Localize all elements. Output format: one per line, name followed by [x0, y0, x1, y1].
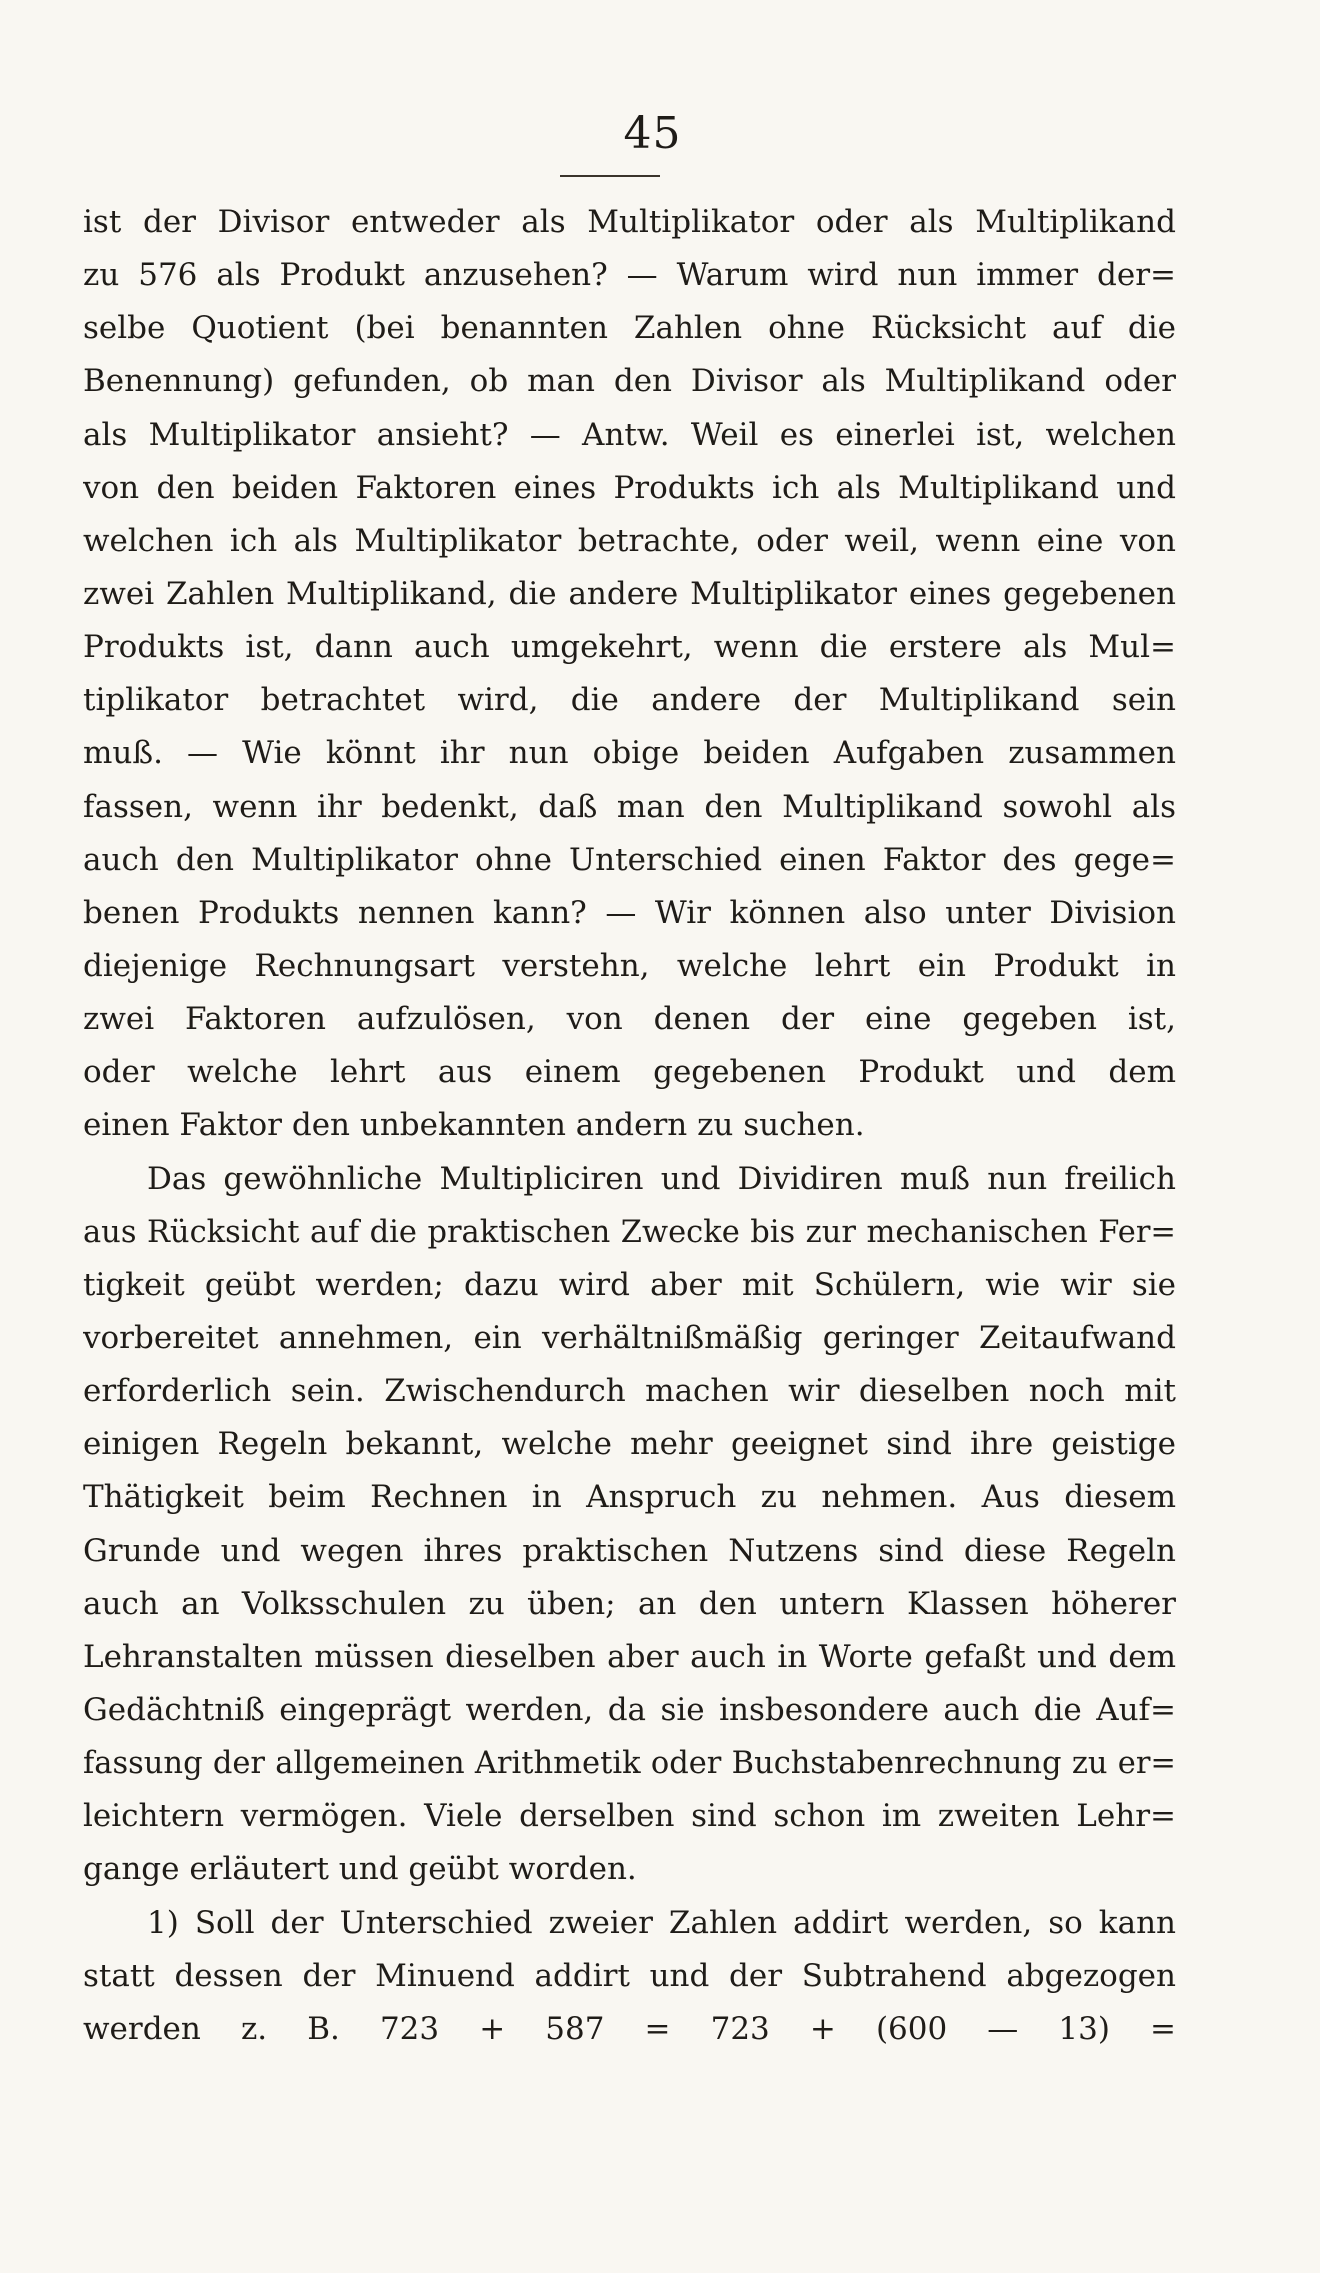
text-line: tigkeit geübt werden; dazu wird aber mit Schülern, wie wir sie	[83, 1266, 1176, 1303]
text-line: Benennung) gefunden, ob man den Divisor als Multiplikand oder	[83, 363, 1176, 400]
text-line: Gedächtniß eingeprägt werden, da sie insbesondere auch die Auf=	[83, 1691, 1176, 1728]
header-rule	[560, 175, 660, 177]
text-line: selbe Quotient (bei benannten Zahlen ohne Rücksicht auf die	[83, 310, 1176, 347]
text-line: auch den Multiplikator ohne Unterschied einen Faktor des gege=	[83, 841, 1176, 878]
text-line: ist der Divisor entweder als Multiplikator oder als Multiplikand	[83, 204, 1176, 240]
text-line: fassen, wenn ihr bedenkt, daß man den Multiplikand sowohl als	[83, 788, 1176, 825]
text-line: leichtern vermögen. Viele derselben sind schon im zweiten Lehr=	[83, 1798, 1176, 1835]
text-line: diejenige Rechnungsart verstehn, welche lehrt ein Produkt in	[83, 947, 1176, 984]
text-line: welchen ich als Multiplikator betrachte, oder weil, wenn eine von	[83, 522, 1176, 559]
text-line: gange erläutert und geübt worden.	[83, 1851, 637, 1888]
text-line: tiplikator betrachtet wird, die andere der Multiplikand sein	[83, 682, 1176, 719]
text-line: Produkts ist, dann auch umgekehrt, wenn die erstere als Mul=	[83, 629, 1176, 666]
text-line: Das gewöhnliche Multipliciren und Dividiren muß nun freilich	[147, 1160, 1176, 1197]
text-line: oder welche lehrt aus einem gegebenen Produkt und dem	[83, 1054, 1176, 1091]
body-text	[83, 196, 1176, 2056]
text-line: Grunde und wegen ihres praktischen Nutzens sind diese Regeln	[83, 1532, 1176, 1569]
text-line: werden z. B. 723 + 587 = 723 + (600 — 13) =	[83, 2010, 1176, 2047]
text-line: Thätigkeit beim Rechnen in Anspruch zu nehmen. Aus diesem	[83, 1479, 1176, 1516]
text-line: zwei Faktoren aufzulösen, von denen der eine gegeben ist,	[83, 1001, 1176, 1038]
text-line: auch an Volksschulen zu üben; an den untern Klassen höherer	[83, 1585, 1176, 1622]
text-line: als Multiplikator ansieht? — Antw. Weil es einerlei ist, welchen	[83, 416, 1176, 453]
text-line: aus Rücksicht auf die praktischen Zwecke bis zur mechanischen Fer=	[83, 1214, 1176, 1250]
text-line: benen Produkts nennen kann? — Wir können also unter Division	[83, 894, 1176, 931]
text-line: vorbereitet annehmen, ein verhältnißmäßig geringer Zeitaufwand	[83, 1319, 1176, 1356]
text-line: Lehranstalten müssen dieselben aber auch in Worte gefaßt und dem	[83, 1638, 1176, 1675]
text-line: statt dessen der Minuend addirt und der Subtrahend abgezogen	[83, 1957, 1176, 1994]
text-line: einigen Regeln bekannt, welche mehr geeignet sind ihre geistige	[83, 1426, 1176, 1463]
text-line: fassung der allgemeinen Arithmetik oder Buchstabenrechnung zu er=	[83, 1746, 1176, 1782]
text-line: zwei Zahlen Multiplikand, die andere Multiplikator eines gegebenen	[83, 575, 1176, 612]
text-line: zu 576 als Produkt anzusehen? — Warum wird nun immer der=	[83, 257, 1176, 294]
text-line: muß. — Wie könnt ihr nun obige beiden Aufgaben zusammen	[83, 735, 1176, 772]
text-line: erforderlich sein. Zwischendurch machen wir dieselben noch mit	[83, 1373, 1176, 1410]
text-line: 1) Soll der Unterschied zweier Zahlen addirt werden, so kann	[147, 1904, 1176, 1941]
text-line: von den beiden Faktoren eines Produkts ich als Multiplikand und	[83, 469, 1176, 506]
page-number: 45	[623, 108, 682, 159]
text-line: einen Faktor den unbekannten andern zu suchen.	[83, 1107, 865, 1144]
